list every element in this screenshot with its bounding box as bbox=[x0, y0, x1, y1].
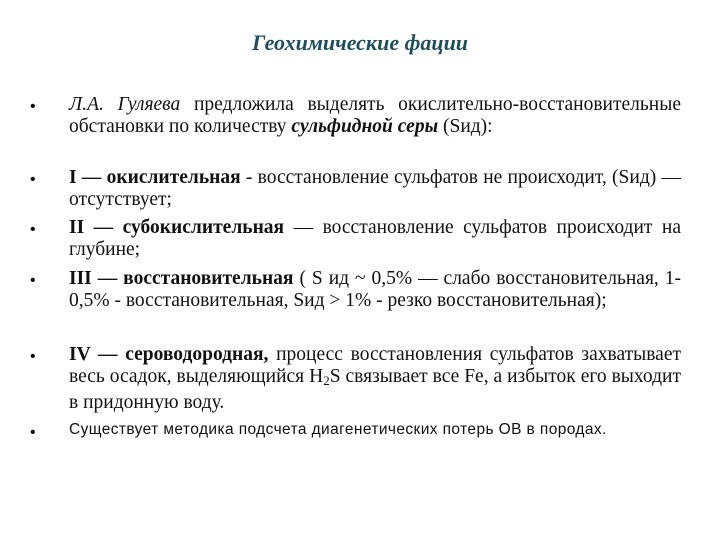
list-item-reducing bbox=[69, 268, 681, 312]
facies-label: I — окислительная bbox=[69, 167, 241, 188]
bullet-marker: • bbox=[30, 424, 36, 441]
list-item-oxidizing bbox=[69, 167, 681, 211]
facies-label: II — субокислительная bbox=[69, 217, 285, 238]
item-text: S связывает все Fe, а избыток его выходит в придонную воду. bbox=[69, 366, 681, 413]
subscript-two: 2 bbox=[323, 373, 330, 388]
list-item-suboxidizing bbox=[69, 217, 681, 261]
bullet-marker: • bbox=[30, 348, 36, 365]
item-text: — восстановление сульфатов происходит на глубине; bbox=[69, 217, 681, 260]
bullet-marker: • bbox=[30, 98, 36, 115]
item-text: ( S ид ~ 0,5% — слабо восстановительная, 1-0,5% - восстановительная, Sид > 1% - резко восстановительная); bbox=[69, 268, 682, 311]
list-item-hydrogen-sulfide bbox=[69, 344, 681, 414]
facies-label: IV — сероводородная, bbox=[69, 344, 269, 365]
item-text: процесс восстановления сульфатов захватывает весь осадок, выделяющийся H bbox=[69, 344, 681, 387]
list-item-gulyaeva bbox=[69, 94, 681, 138]
item-text: предложила выделять окислительно-восстановительные обстановки по количеству bbox=[69, 94, 681, 137]
author-name: Л.А. Гуляева bbox=[69, 94, 181, 115]
facies-label: III — восстановительная bbox=[69, 268, 294, 289]
item-text: (Sид): bbox=[438, 116, 493, 137]
bullet-marker: • bbox=[30, 221, 36, 238]
list-item-method-note bbox=[69, 421, 681, 439]
item-text: - восстановление сульфатов не происходит, (Sид) — отсутствует; bbox=[69, 167, 681, 210]
slide-title: Геохимические фации bbox=[251, 30, 469, 55]
bullet-marker: • bbox=[30, 272, 36, 289]
item-text: Существует методика подсчета диагенетических потерь ОВ в породах. bbox=[69, 421, 607, 438]
term-sulfide-sulfur: сульфидной серы bbox=[291, 116, 439, 137]
bullet-marker: • bbox=[30, 171, 36, 188]
